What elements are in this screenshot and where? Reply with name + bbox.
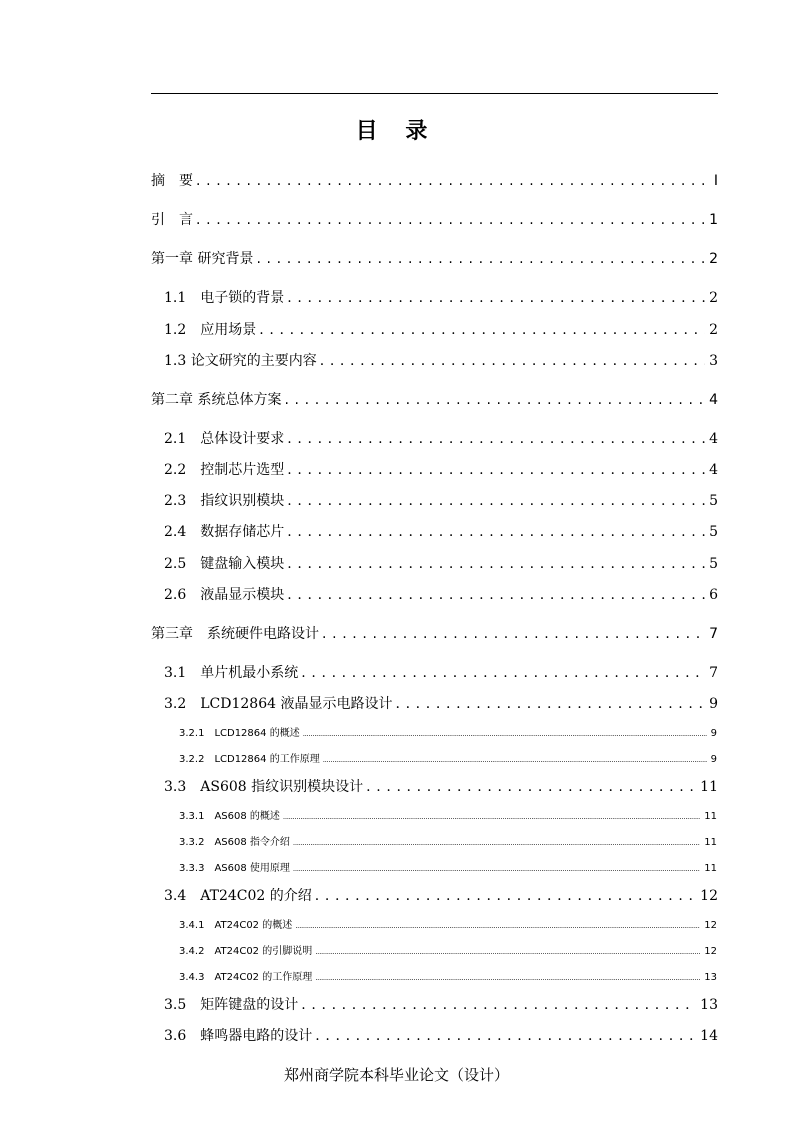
toc-page-number: I (713, 173, 718, 189)
toc-page-number: 11 (704, 837, 717, 848)
toc-page-number: 4 (709, 392, 718, 408)
toc-entry[interactable] (151, 389, 718, 409)
toc-entry-label: 1.1 电子锁的背景 (164, 290, 285, 306)
toc-entry[interactable] (179, 724, 717, 739)
leader-dots (322, 626, 705, 642)
toc-page-number: 9 (710, 754, 717, 765)
toc-entry[interactable] (164, 350, 718, 370)
toc-page-number: 11 (704, 811, 717, 822)
toc-page-number: 12 (704, 920, 717, 931)
toc-entry-label: 2.6 液晶显示模块 (164, 587, 285, 603)
toc-entry[interactable] (164, 885, 718, 905)
leader-dots (256, 251, 705, 267)
toc-entry[interactable] (151, 248, 718, 268)
toc-entry[interactable] (179, 916, 717, 931)
toc-entry-label: 第一章 研究背景 (151, 251, 254, 267)
toc-entry[interactable] (179, 833, 717, 848)
page-footer: 郑州商学院本科毕业论文（设计） (283, 1066, 509, 1084)
toc-page-number: 2 (709, 322, 718, 338)
toc-entry[interactable] (164, 490, 718, 510)
toc-entry-label: 3.4.1 AT24C02 的概述 (179, 920, 293, 931)
toc-page-number: 12 (704, 946, 717, 957)
toc-entry-label: 2.1 总体设计要求 (164, 431, 285, 447)
toc-entry[interactable] (164, 553, 718, 573)
toc-entry-label: 1.2 应用场景 (164, 322, 257, 338)
toc-entry[interactable] (179, 859, 717, 874)
toc-entry-label: 3.4.3 AT24C02 的工作原理 (179, 972, 313, 983)
toc-page-number: 6 (709, 587, 718, 603)
toc-entry-label: 引 言 (151, 212, 193, 228)
toc-page-number: 9 (710, 728, 717, 739)
toc-entry-label: 2.5 键盘输入模块 (164, 556, 285, 572)
toc-entry-label: 3.1 单片机最小系统 (164, 665, 299, 681)
leader-dots (287, 493, 705, 509)
toc-page-number: 11 (704, 863, 717, 874)
toc-entry-label: 第二章 系统总体方案 (151, 392, 282, 408)
toc-page-number: 5 (709, 493, 718, 509)
leader-dots (315, 946, 700, 957)
leader-dots (287, 462, 705, 478)
toc-page-number: 7 (709, 665, 718, 681)
toc-entry-label: 1.3 论文研究的主要内容 (164, 353, 317, 369)
leader-dots (395, 696, 705, 712)
toc-entry[interactable] (164, 319, 718, 339)
toc-page-number: 7 (709, 626, 718, 642)
leader-dots (284, 392, 705, 408)
toc-entry[interactable] (164, 428, 718, 448)
toc-entry[interactable] (164, 584, 718, 604)
leader-dots (320, 353, 705, 369)
leader-dots (303, 728, 707, 739)
toc-page-number: 2 (709, 290, 718, 306)
toc-entry[interactable] (164, 693, 718, 713)
leader-dots (196, 212, 705, 228)
toc-entry[interactable] (179, 807, 717, 822)
leader-dots (366, 779, 696, 795)
toc-entry[interactable] (179, 750, 717, 765)
toc-entry[interactable] (164, 662, 718, 682)
leader-dots (315, 1028, 696, 1044)
toc-page-number: 2 (709, 251, 718, 267)
toc-page-number: 5 (709, 524, 718, 540)
toc-page-number: 3 (709, 353, 718, 369)
toc-entry-label: 第三章 系统硬件电路设计 (151, 626, 319, 642)
leader-dots (315, 888, 696, 904)
toc-entry-label: 3.5 矩阵键盘的设计 (164, 997, 299, 1013)
toc-page-number: 4 (709, 431, 718, 447)
toc-entry-label: 2.3 指纹识别模块 (164, 493, 285, 509)
toc-page-number: 4 (709, 462, 718, 478)
leader-dots (287, 587, 705, 603)
header-rule (151, 93, 718, 94)
toc-entry-label: 3.3.3 AS608 使用原理 (179, 863, 290, 874)
toc-entry-label: 2.2 控制芯片选型 (164, 462, 285, 478)
leader-dots (196, 173, 710, 189)
toc-entry-label: 3.2.2 LCD12864 的工作原理 (179, 754, 320, 765)
toc-entry[interactable] (151, 209, 718, 229)
toc-entry[interactable] (164, 459, 718, 479)
toc-entry[interactable] (164, 287, 718, 307)
leader-dots (295, 920, 700, 931)
toc-page-number: 9 (709, 696, 718, 712)
leader-dots (293, 863, 700, 874)
toc-entry-label: 3.3.1 AS608 的概述 (179, 811, 280, 822)
leader-dots (301, 665, 705, 681)
toc-entry-label: 3.6 蜂鸣器电路的设计 (164, 1028, 313, 1044)
leader-dots (287, 290, 705, 306)
toc-entry-label: 3.2 LCD12864 液晶显示电路设计 (164, 696, 393, 712)
toc-entry-label: 3.4.2 AT24C02 的引脚说明 (179, 946, 313, 957)
leader-dots (287, 431, 705, 447)
toc-page-number: 13 (704, 972, 717, 983)
toc-page-number: 14 (700, 1028, 718, 1044)
toc-entry-label: 3.2.1 LCD12864 的概述 (179, 728, 300, 739)
toc-entry[interactable] (179, 968, 717, 983)
toc-entry[interactable] (164, 994, 718, 1014)
toc-page-number: 11 (700, 779, 718, 795)
toc-entry-label: 2.4 数据存储芯片 (164, 524, 285, 540)
leader-dots (293, 837, 700, 848)
toc-entry-label: 3.3 AS608 指纹识别模块设计 (164, 779, 364, 795)
toc-entry-label: 3.4 AT24C02 的介绍 (164, 888, 312, 904)
toc-title: 目 录 (355, 119, 438, 144)
toc-page-number: 1 (709, 212, 718, 228)
toc-entry-label: 摘 要 (151, 173, 193, 189)
leader-dots (301, 997, 696, 1013)
leader-dots (283, 811, 700, 822)
toc-page-number: 12 (700, 888, 718, 904)
toc-entry[interactable] (151, 623, 718, 643)
toc-entry[interactable] (151, 170, 718, 190)
toc-entry[interactable] (164, 521, 718, 541)
leader-dots (323, 754, 707, 765)
toc-entry[interactable] (164, 776, 718, 796)
toc-entry[interactable] (164, 1025, 718, 1045)
leader-dots (315, 972, 700, 983)
leader-dots (287, 556, 705, 572)
toc-entry[interactable] (179, 942, 717, 957)
toc-page-number: 13 (700, 997, 718, 1013)
leader-dots (287, 524, 705, 540)
toc-page-number: 5 (709, 556, 718, 572)
leader-dots (259, 322, 705, 338)
toc-entry-label: 3.3.2 AS608 指令介绍 (179, 837, 290, 848)
